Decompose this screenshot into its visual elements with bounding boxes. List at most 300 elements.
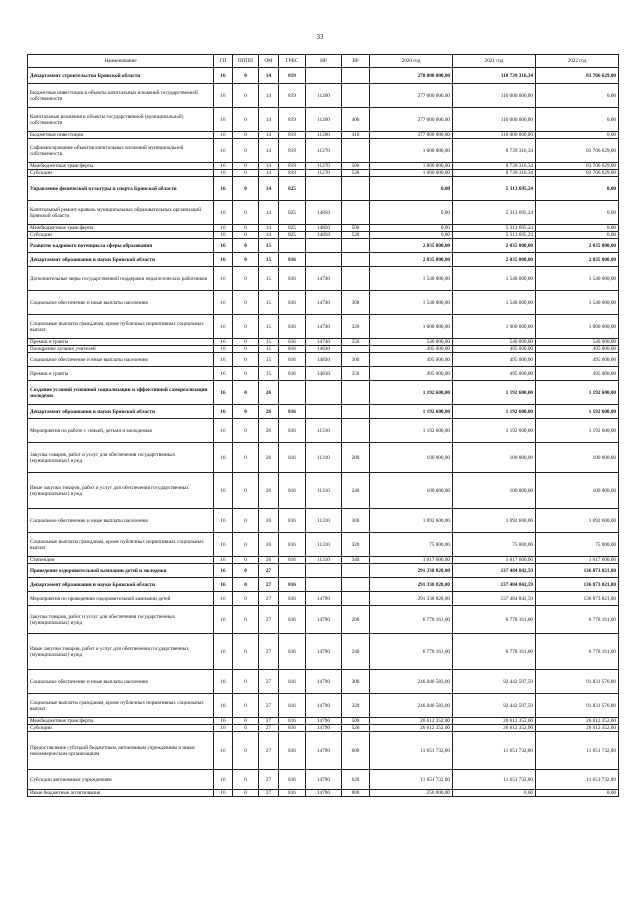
row-2020-cell: 1 192 600,00 [370,405,453,419]
table-row [28,509,619,533]
row-gp-cell: 16 [214,68,233,84]
row-2022-cell: 0,00 [536,132,619,139]
row-vr-cell: 340 [342,557,370,564]
row-2021-cell: 2 035 000,00 [453,253,536,267]
row-nr-cell: 14740 [306,291,342,315]
row-pppp-cell: 0 [233,367,259,381]
row-om-cell: 15 [259,353,279,367]
row-name-cell: Поощрение лучших учителей [28,346,214,353]
row-om-cell: 26 [259,381,279,405]
budget-table [27,54,619,797]
row-pppp-cell: 0 [233,267,259,291]
row-gp-cell: 16 [214,473,233,509]
row-2020-cell: 2 035 000,00 [370,239,453,253]
row-gp-cell: 16 [214,108,233,132]
row-2022-cell: 1 540 000,00 [536,267,619,291]
row-pppp-cell: 0 [233,419,259,443]
row-2022-cell: 75 000,00 [536,533,619,557]
row-om-cell: 15 [259,315,279,339]
row-grbs-cell: 816 [279,718,306,725]
row-2021-cell: 1 017 600,00 [453,557,536,564]
row-nr-cell [306,68,342,84]
row-grbs-cell: 816 [279,291,306,315]
row-2020-cell: 1 192 600,00 [370,381,453,405]
row-gp-cell: 16 [214,132,233,139]
row-vr-cell [342,177,370,201]
row-2020-cell: 278 000 000,00 [370,68,453,84]
row-2021-cell: 8 739 316,34 [453,139,536,163]
row-om-cell: 27 [259,770,279,790]
row-vr-cell [342,592,370,606]
table-row [28,170,619,177]
row-om-cell: 27 [259,564,279,578]
col-header-om: ОМ [259,55,279,68]
row-name-cell: Межбюджетные трансферты [28,225,214,232]
row-vr-cell: 520 [342,170,370,177]
row-nr-cell: 11270 [306,163,342,170]
row-gp-cell: 16 [214,201,233,225]
row-2022-cell: 495 000,00 [536,346,619,353]
table-row [28,419,619,443]
table-row [28,557,619,564]
row-gp-cell: 16 [214,592,233,606]
row-gp-cell: 16 [214,346,233,353]
row-pppp-cell: 0 [233,533,259,557]
row-2022-cell: 0,00 [536,201,619,225]
row-vr-cell: 320 [342,315,370,339]
row-2021-cell: 1 192 600,00 [453,381,536,405]
row-2022-cell: 540 000,00 [536,339,619,346]
row-pppp-cell: 0 [233,718,259,725]
row-name-cell: Иные бюджетные ассигнования [28,790,214,797]
table-row [28,132,619,139]
row-nr-cell [306,578,342,592]
row-pppp-cell: 0 [233,291,259,315]
table-row [28,564,619,578]
row-name-cell: Межбюджетные трансферты [28,718,214,725]
row-om-cell: 26 [259,419,279,443]
row-om-cell: 15 [259,267,279,291]
row-2021-cell: 8 739 316,34 [453,163,536,170]
row-2021-cell: 118 739 316,34 [453,68,536,84]
row-om-cell: 14 [259,163,279,170]
row-2021-cell: 26 612 352,00 [453,725,536,732]
table-row [28,84,619,108]
row-pppp-cell: 0 [233,592,259,606]
row-grbs-cell: 816 [279,353,306,367]
col-header-pppp: ПППП [233,55,259,68]
row-2021-cell: 137 484 842,59 [453,564,536,578]
row-gp-cell: 16 [214,718,233,725]
row-name-cell: Социальные выплаты гражданам, кроме публичных нормативных социальных выплат [28,694,214,718]
row-gp-cell: 16 [214,367,233,381]
row-vr-cell [342,578,370,592]
row-grbs-cell: 816 [279,790,306,797]
row-name-cell: Субсидии [28,725,214,732]
row-gp-cell: 16 [214,232,233,239]
row-2020-cell: 291 338 828,00 [370,564,453,578]
row-nr-cell: 14790 [306,732,342,770]
row-grbs-cell: 816 [279,367,306,381]
row-vr-cell: 240 [342,634,370,670]
row-grbs-cell: 825 [279,225,306,232]
row-2021-cell: 5 313 695,24 [453,225,536,232]
row-name-cell: Мероприятия по проведению оздоровительной кампании детей [28,592,214,606]
row-2022-cell: 83 706 629,00 [536,139,619,163]
row-nr-cell: 11310 [306,473,342,509]
row-vr-cell [342,381,370,405]
row-2022-cell: 495 000,00 [536,367,619,381]
row-nr-cell: 14790 [306,694,342,718]
table-row [28,253,619,267]
row-om-cell: 26 [259,473,279,509]
row-2022-cell: 1 192 600,00 [536,419,619,443]
row-vr-cell [342,84,370,108]
col-header-vr: ВР [342,55,370,68]
row-name-cell: Департамент образования и науки Брянской области [28,578,214,592]
row-2020-cell: 26 612 352,00 [370,725,453,732]
table-row [28,732,619,770]
row-name-cell: Департамент образования и науки Брянской области [28,253,214,267]
row-2022-cell: 1 092 600,00 [536,509,619,533]
row-2022-cell: 0,00 [536,177,619,201]
row-grbs-cell: 816 [279,592,306,606]
row-2020-cell: 1 092 600,00 [370,509,453,533]
row-om-cell: 27 [259,606,279,634]
page-number: 33 [316,33,324,41]
row-name-cell: Социальное обеспечение и иные выплаты населению [28,291,214,315]
row-gp-cell: 16 [214,557,233,564]
row-grbs-cell: 819 [279,163,306,170]
row-om-cell: 26 [259,533,279,557]
row-2021-cell: 5 313 695,24 [453,201,536,225]
row-grbs-cell: 819 [279,132,306,139]
row-grbs-cell: 825 [279,232,306,239]
row-gp-cell: 16 [214,267,233,291]
row-vr-cell: 200 [342,443,370,473]
row-name-cell: Социальное обеспечение и иные выплаты населению [28,353,214,367]
row-om-cell: 15 [259,253,279,267]
row-2020-cell: 0,00 [370,225,453,232]
row-2022-cell: 136 873 821,80 [536,578,619,592]
row-vr-cell [342,253,370,267]
row-pppp-cell: 0 [233,564,259,578]
row-nr-cell: 14850 [306,225,342,232]
row-gp-cell: 16 [214,353,233,367]
row-pppp-cell: 0 [233,339,259,346]
row-nr-cell [306,381,342,405]
row-name-cell: Субсидии [28,170,214,177]
row-pppp-cell: 0 [233,139,259,163]
row-pppp-cell: 0 [233,557,259,564]
row-grbs-cell: 816 [279,267,306,291]
row-om-cell: 27 [259,718,279,725]
row-name-cell: Департамент строительства Брянской области [28,68,214,84]
row-nr-cell: 14850 [306,201,342,225]
row-nr-cell: 14790 [306,790,342,797]
row-grbs-cell: 816 [279,253,306,267]
row-om-cell: 26 [259,405,279,419]
row-pppp-cell: 0 [233,725,259,732]
row-vr-cell: 500 [342,225,370,232]
row-2020-cell: 495 000,00 [370,367,453,381]
row-pppp-cell: 0 [233,670,259,694]
row-name-cell: Проведение оздоровительной кампании детей и молодежи [28,564,214,578]
row-name-cell: Премии и гранты [28,367,214,381]
row-vr-cell: 600 [342,732,370,770]
row-2022-cell: 11 651 732,00 [536,770,619,790]
row-vr-cell [342,405,370,419]
row-pppp-cell: 0 [233,108,259,132]
row-nr-cell [306,564,342,578]
row-2022-cell: 83 706 629,00 [536,170,619,177]
row-2022-cell: 2 035 000,00 [536,239,619,253]
row-grbs-cell: 816 [279,339,306,346]
table-row [28,634,619,670]
row-2021-cell: 540 000,00 [453,339,536,346]
row-om-cell: 27 [259,725,279,732]
table-row [28,177,619,201]
row-nr-cell: 14790 [306,592,342,606]
row-name-cell: Развитие кадрового потенциала сферы образования [28,239,214,253]
row-pppp-cell: 0 [233,473,259,509]
table-row [28,291,619,315]
row-gp-cell: 16 [214,670,233,694]
row-2021-cell: 100 000,00 [453,473,536,509]
row-nr-cell: 14830 [306,353,342,367]
row-2022-cell: 0,00 [536,232,619,239]
row-2020-cell: 246 046 583,00 [370,694,453,718]
row-vr-cell: 620 [342,770,370,790]
row-2021-cell: 75 000,00 [453,533,536,557]
table-row [28,239,619,253]
row-om-cell: 14 [259,68,279,84]
row-om-cell: 27 [259,634,279,670]
row-2021-cell: 137 484 842,59 [453,578,536,592]
row-gp-cell: 16 [214,170,233,177]
row-name-cell: Иные закупки товаров, работ и услуг для обеспечения государственных (муниципальных) нужд [28,634,214,670]
row-pppp-cell: 0 [233,606,259,634]
row-name-cell: Мероприятия по работе с семьей, детьми и молодежью [28,419,214,443]
row-gp-cell: 16 [214,564,233,578]
row-vr-cell [342,68,370,84]
row-vr-cell [342,564,370,578]
row-2021-cell: 1 000 000,00 [453,315,536,339]
row-nr-cell: 14850 [306,232,342,239]
table-body [28,68,619,797]
row-2021-cell: 1 092 600,00 [453,509,536,533]
table-row [28,353,619,367]
row-name-cell: Социальное обеспечение и иные выплаты населению [28,670,214,694]
row-nr-cell: 14790 [306,670,342,694]
row-2020-cell: 1 000 000,00 [370,315,453,339]
row-nr-cell: 11270 [306,139,342,163]
row-gp-cell: 16 [214,315,233,339]
row-2022-cell: 91 831 576,80 [536,670,619,694]
row-2022-cell: 136 873 821,80 [536,592,619,606]
col-header-name: Наименование [28,55,214,68]
row-vr-cell: 500 [342,718,370,725]
row-2020-cell: 277 000 000,00 [370,84,453,108]
row-name-cell: Управление физической культуры и спорта Брянской области [28,177,214,201]
row-nr-cell: 11260 [306,132,342,139]
row-2021-cell: 495 000,00 [453,346,536,353]
table-row [28,139,619,163]
row-gp-cell: 16 [214,291,233,315]
row-name-cell: Капитальный ремонт кровель муниципальных образовательных организаций Брянской области [28,201,214,225]
row-om-cell: 27 [259,732,279,770]
row-grbs-cell: 816 [279,509,306,533]
row-nr-cell: 14740 [306,267,342,291]
table-row [28,694,619,718]
row-om-cell: 15 [259,291,279,315]
row-2021-cell: 2 035 000,00 [453,239,536,253]
row-gp-cell: 16 [214,405,233,419]
row-pppp-cell: 0 [233,353,259,367]
row-vr-cell: 320 [342,533,370,557]
row-vr-cell: 410 [342,132,370,139]
col-header-gp: ГП [214,55,233,68]
row-om-cell: 27 [259,670,279,694]
row-pppp-cell: 0 [233,578,259,592]
row-2022-cell: 26 612 352,00 [536,718,619,725]
row-gp-cell: 16 [214,225,233,232]
row-2020-cell: 75 000,00 [370,533,453,557]
row-om-cell: 14 [259,201,279,225]
row-gp-cell: 16 [214,578,233,592]
row-grbs-cell: 819 [279,170,306,177]
row-pppp-cell: 0 [233,694,259,718]
table-row [28,225,619,232]
row-nr-cell: 11310 [306,533,342,557]
row-pppp-cell: 0 [233,509,259,533]
row-pppp-cell: 0 [233,232,259,239]
row-om-cell: 26 [259,443,279,473]
row-vr-cell: 300 [342,291,370,315]
row-gp-cell: 16 [214,533,233,557]
row-2022-cell: 83 706 629,00 [536,163,619,170]
row-pppp-cell: 0 [233,163,259,170]
row-nr-cell: 14790 [306,606,342,634]
row-gp-cell: 16 [214,177,233,201]
row-2020-cell: 495 000,00 [370,353,453,367]
row-2021-cell: 5 313 695,24 [453,232,536,239]
row-vr-cell [342,201,370,225]
row-2020-cell: 6 778 161,00 [370,606,453,634]
row-vr-cell: 520 [342,725,370,732]
row-2021-cell: 92 442 597,59 [453,694,536,718]
row-2021-cell: 5 313 695,24 [453,177,536,201]
row-gp-cell: 16 [214,163,233,170]
row-om-cell: 14 [259,132,279,139]
row-2022-cell: 100 000,00 [536,443,619,473]
row-2022-cell: 0,00 [536,84,619,108]
row-name-cell: Дополнительные меры государственной поддержки педагогических работников [28,267,214,291]
row-2022-cell: 2 035 000,00 [536,253,619,267]
row-name-cell: Иные закупки товаров, работ и услуг для обеспечения государственных (муниципальных) нужд [28,473,214,509]
col-header-nr: НР [306,55,342,68]
row-grbs-cell: 816 [279,473,306,509]
row-2022-cell: 11 651 732,00 [536,732,619,770]
row-om-cell: 15 [259,239,279,253]
row-nr-cell: 14790 [306,770,342,790]
row-2021-cell: 110 000 000,00 [453,108,536,132]
row-2020-cell: 277 000 000,00 [370,132,453,139]
row-2021-cell: 1 540 000,00 [453,267,536,291]
col-header-grbs: ГРБС [279,55,306,68]
row-2020-cell: 1 540 000,00 [370,267,453,291]
row-name-cell: Департамент образования и науки Брянской области [28,405,214,419]
row-2022-cell: 91 831 576,80 [536,694,619,718]
row-2021-cell: 6 778 161,00 [453,634,536,670]
row-gp-cell: 16 [214,381,233,405]
row-om-cell: 26 [259,509,279,533]
row-grbs-cell: 816 [279,694,306,718]
table-row [28,670,619,694]
row-om-cell: 14 [259,139,279,163]
table-row [28,267,619,291]
row-2020-cell: 6 778 161,00 [370,634,453,670]
row-2021-cell: 6 778 161,00 [453,606,536,634]
row-2022-cell: 83 706 629,00 [536,68,619,84]
row-pppp-cell: 0 [233,201,259,225]
row-2022-cell: 495 000,00 [536,353,619,367]
row-nr-cell: 14740 [306,315,342,339]
row-gp-cell: 16 [214,139,233,163]
row-2022-cell: 0,00 [536,108,619,132]
row-vr-cell: 320 [342,694,370,718]
row-2020-cell: 11 651 732,00 [370,770,453,790]
row-om-cell: 14 [259,232,279,239]
row-2021-cell: 0,00 [453,790,536,797]
row-om-cell: 14 [259,84,279,108]
row-om-cell: 14 [259,225,279,232]
row-vr-cell [342,346,370,353]
row-2021-cell: 11 651 732,00 [453,770,536,790]
row-2020-cell: 100 000,00 [370,473,453,509]
row-pppp-cell: 0 [233,225,259,232]
row-2020-cell: 1 540 000,00 [370,291,453,315]
col-header-2022: 2022 год [536,55,619,68]
row-grbs-cell: 816 [279,419,306,443]
row-name-cell: Закупка товаров, работ и услуг для обеспечения государственных (муниципальных) нужд [28,443,214,473]
row-pppp-cell: 0 [233,84,259,108]
row-vr-cell: 300 [342,353,370,367]
table-row [28,473,619,509]
table-row [28,367,619,381]
row-name-cell: Премии и гранты [28,339,214,346]
row-nr-cell [306,405,342,419]
row-pppp-cell: 0 [233,732,259,770]
row-name-cell: Субсидии автономным учреждениям [28,770,214,790]
row-2021-cell: 100 000,00 [453,443,536,473]
row-2020-cell: 1 000 000,00 [370,163,453,170]
table-row [28,790,619,797]
row-grbs-cell: 816 [279,405,306,419]
row-vr-cell: 200 [342,606,370,634]
row-pppp-cell: 0 [233,239,259,253]
row-2021-cell: 137 484 842,59 [453,592,536,606]
row-2022-cell: 1 192 600,00 [536,381,619,405]
row-pppp-cell: 0 [233,68,259,84]
row-grbs-cell: 816 [279,533,306,557]
row-2020-cell: 26 612 352,00 [370,718,453,725]
table-row [28,443,619,473]
table-row [28,108,619,132]
row-grbs-cell: 825 [279,201,306,225]
row-pppp-cell: 0 [233,132,259,139]
table-row [28,315,619,339]
